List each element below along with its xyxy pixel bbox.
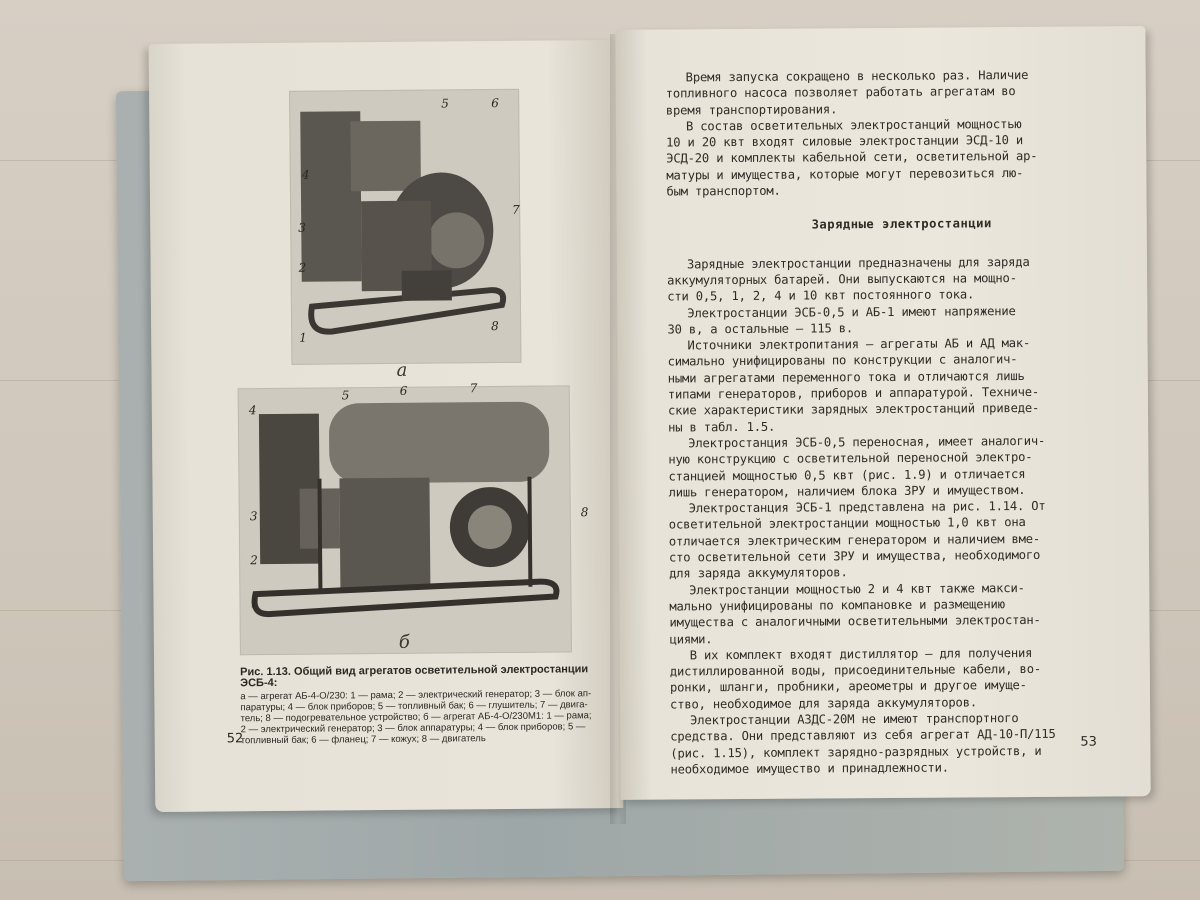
callout-b-6: 6 — [399, 383, 408, 398]
paragraph: В состав осветительных электростанций мощностью 10 и 20 квт входят силовые электростанции ЭСД-10 и ЭСД-20 и комплекты кабельной сети, осветительной ар- матуры и имущества, которые могут перевозиться лю- бым транспортом. — [666, 116, 1038, 199]
paragraph: В их комплект входят дистиллятор — для получения дистиллированной воды, присоединительные кабели, во- ронки, шланги, пробники, ареометры и другое имуще- ство, необходимое для заряда аккумуляторов. — [669, 645, 1041, 712]
callout-a-5: 5 — [441, 96, 449, 111]
callout-a-6: 6 — [491, 96, 499, 111]
figure-b-illustration — [238, 385, 572, 655]
left-page — [149, 40, 624, 812]
caption-title: Рис. 1.13. Общий вид агрегатов осветительной электростанции ЭСБ-4: — [240, 663, 589, 690]
caption-line: тель; 8 — подогревательное устройство; б — агрегат АБ-4-О/230М1: 1 — рама; — [240, 710, 592, 725]
caption-line: а — агрегат АБ-4-О/230: 1 — рама; 2 — электрический генератор; 3 — блок ап- — [240, 688, 592, 703]
callout-a-1: 1 — [299, 330, 307, 345]
right-page — [615, 26, 1150, 800]
paragraph: Источники электропитания — агрегаты АБ и АД мак- симально унифицированы по конструкции с аналогич- ными агрегатами переменного тока и отличаются лишь типами генераторов, приборов и аппаратурой. Техниче- ские характеристики зарядных электростанций приведе- ны в табл. 1.5. — [667, 336, 1040, 435]
paragraph: Время запуска сокращено в несколько раз. Наличие топливного насоса позволяет работать агрегатам во время транспортирования. — [665, 67, 1029, 118]
figure-a-illustration — [289, 89, 521, 365]
right-page-text — [666, 66, 1141, 777]
caption-line: паратуры; 4 — блок приборов; 5 — топливный бак; 6 — глушитель; 7 — двига- — [240, 699, 588, 714]
caption-line: 2 — электрический генератор; 3 — блок аппаратуры; 4 — блок приборов; 5 — — [240, 721, 586, 736]
figure-caption — [240, 664, 601, 746]
generator-a-drawing — [290, 90, 520, 364]
callout-a-8: 8 — [491, 319, 499, 334]
page-number-right: 53 — [1080, 734, 1097, 750]
callout-a-4: 4 — [301, 167, 310, 182]
paragraph: Электростанции мощностью 2 и 4 квт также макси- мально унифицированы по компановке и размещению имущества с аналогичными осветительными электростан- циями. — [669, 580, 1041, 646]
callout-b-2: 2 — [250, 553, 258, 568]
callout-b-5: 5 — [341, 388, 350, 403]
callout-b-4: 4 — [248, 403, 257, 418]
paragraph: Электростанция ЭСБ-1 представлена на рис. 1.14. От осветительной электростанции мощностью 1,0 квт она отличается электрическим генератором и наличием вме- сто осветительной сети ЗРУ и имущества, необходимого для заряда аккумуляторов. — [668, 498, 1046, 581]
figure-b-label: б — [398, 631, 410, 653]
callout-a-3: 3 — [298, 220, 306, 235]
paragraph: Электростанция ЭСБ-0,5 переносная, имеет аналогич- ную конструкцию с осветительной переносной электро- станцией мощностью 0,5 квт (рис. 1.9) и отличается лишь генератором, наличием блока ЗРУ и имуществом. — [668, 433, 1046, 500]
callout-b-3: 3 — [249, 509, 258, 524]
callout-a-2: 2 — [298, 260, 307, 275]
callout-a-7: 7 — [512, 202, 520, 217]
generator-b-drawing — [239, 383, 571, 654]
section-heading: Зарядные электростанции — [811, 216, 992, 232]
callout-b-8: 8 — [580, 505, 589, 520]
caption-line: топливный бак; 6 — фланец; 7 — кожух; 8 — двигатель — [240, 733, 486, 747]
callout-b-7: 7 — [469, 381, 478, 396]
page-number-left: 52 — [226, 731, 244, 747]
callout-b-1: 1 — [250, 596, 259, 611]
paragraph: Зарядные электростанции предназначены для заряда аккумуляторных батарей. Они выпускаются на мощно- сти 0,5, 1, 2, 4 и 10 квт постоянного тока. — [667, 254, 1030, 304]
paragraph: Электростанции АЗДС-20М не имеют транспортного средства. Они представляют из себя агрегат АД-10-П/115 (рис. 1.15), комплект зарядно-разрядных устройств, и необходимое имущество и принадлежности. — [670, 711, 1056, 777]
open-book — [112, 34, 1122, 834]
paragraph: Электростанции ЭСБ-0,5 и АБ-1 имеют напряжение 30 в, а остальные — 115 в. — [667, 303, 1016, 337]
figure-a-label: а — [396, 359, 408, 381]
